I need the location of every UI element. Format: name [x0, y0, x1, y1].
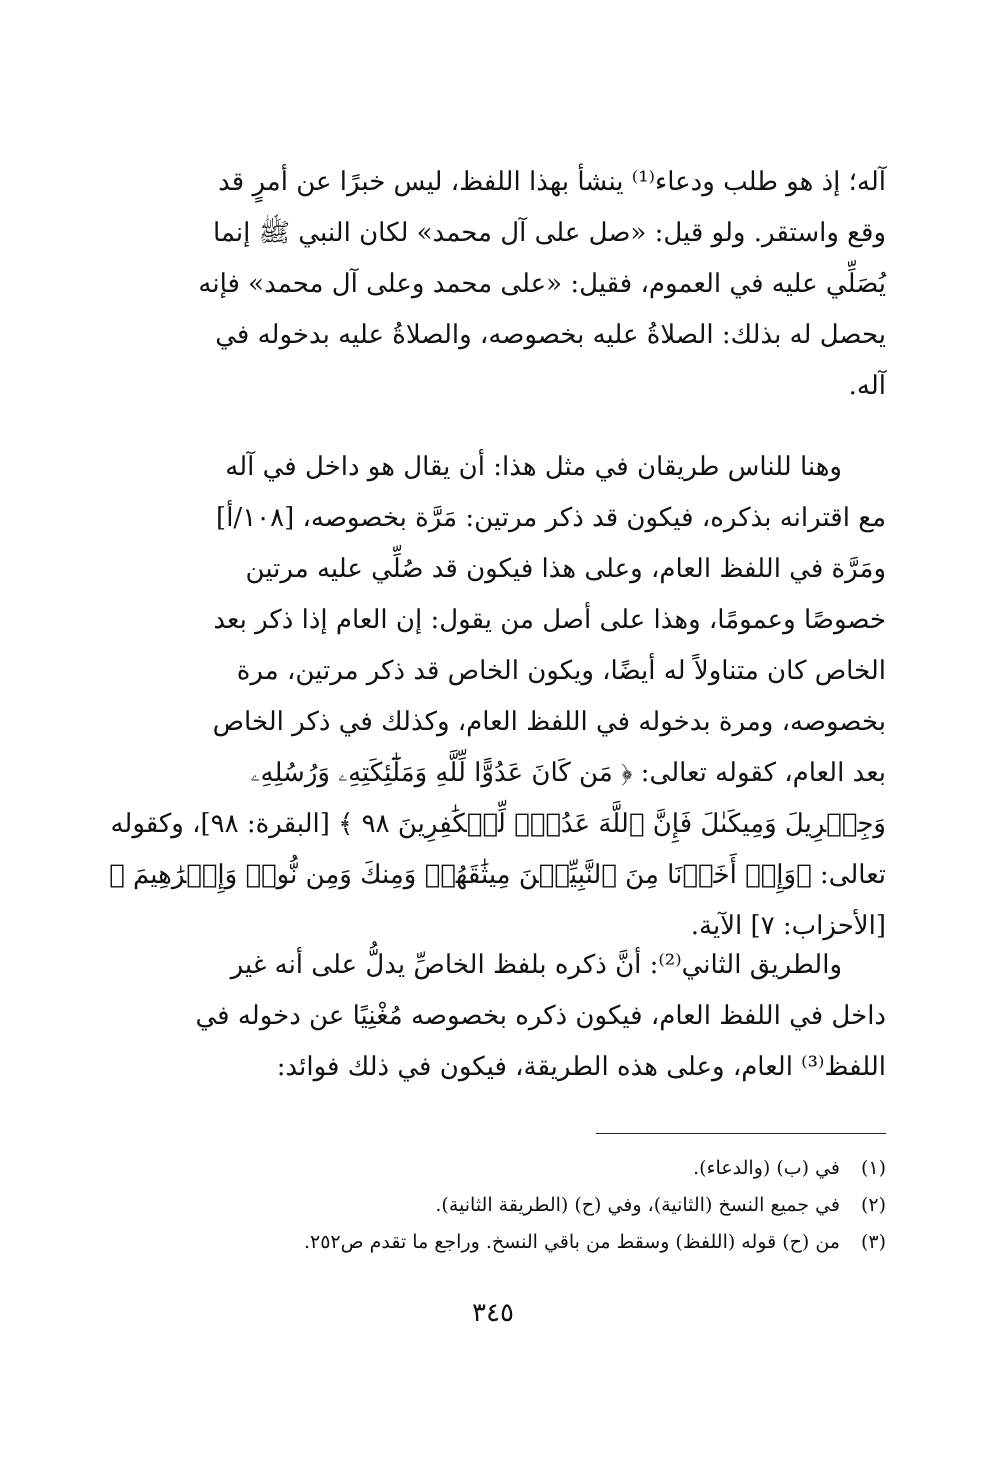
footnote-3: [124, 1224, 886, 1261]
paragraph-line: آله.: [848, 371, 886, 401]
paragraph-line: آله؛ إذ هو طلب ودعاء⁽¹⁾ ينشأ بهذا اللفظ، ليس خبرًا عن أمرٍ قد: [218, 167, 886, 197]
paragraph-line: وهنا للناس طريقان في مثل هذا: أن يقال هو داخل في آله: [225, 452, 842, 482]
paragraph-1: [124, 157, 886, 412]
paragraph-line: مع اقترانه بذكره، فيكون قد ذكر مرتين: مَرَّة بخصوصه، [١٠٨/أ]: [216, 503, 886, 533]
paragraph-line: وقع واستقر. ولو قيل: «صل على آل محمد» لكان النبي ﷺ إنما: [212, 218, 886, 248]
footnote-1: [124, 1150, 886, 1187]
paragraph-line: اللفظ⁽³⁾ العام، وعلى هذه الطريقة، فيكون في ذلك فوائد:: [276, 1052, 886, 1082]
footnote-number: (٣): [860, 1231, 886, 1253]
paragraph-line: الخاص كان متناولاً له أيضًا، ويكون الخاص قد ذكر مرتين، مرة: [236, 656, 886, 686]
paragraph-3: [124, 940, 886, 1093]
paragraph-line: يحصل له بذلك: الصلاةُ عليه بخصوصه، والصلاةُ عليه بدخوله في: [215, 320, 886, 350]
footnote-text: في (ب) (والدعاء).: [693, 1157, 840, 1179]
footnote-2: [124, 1187, 886, 1224]
paragraph-line: والطريق الثاني⁽²⁾: أنَّ ذكره بلفظ الخاصِّ يدلُّ على أنه غير: [230, 950, 842, 980]
quran-verse-line: بعد العام، كقوله تعالى: ﴿ مَن كَانَ عَدُوًّا لِّلَّهِ وَمَلَٰٓئِكَتِهِۦ وَرُسُلِهِۦ: [250, 758, 886, 788]
footnote-text: من (ح) قوله (اللفظ) وسقط من باقي النسخ. وراجع ما تقدم ص٢٥٢.: [303, 1231, 840, 1253]
footnotes: [124, 1150, 886, 1261]
paragraph-line: ومَرَّة في اللفظ العام، وعلى هذا فيكون قد صُلِّي عليه مرتين: [245, 554, 886, 584]
paragraph-line: بخصوصه، ومرة بدخوله في اللفظ العام، وكذلك في ذكر الخاص: [212, 707, 886, 737]
footnote-number: (١): [860, 1157, 886, 1179]
quran-verse-line: وَجِبۡرِيلَ وَمِيكَىٰلَ فَإِنَّ ٱللَّهَ عَدُوّٞ لِّلۡكَٰفِرِينَ ٩٨ ﴾ [البقرة: ٩٨]، وكقوله: [110, 809, 886, 839]
footnote-number: (٢): [860, 1194, 886, 1216]
footnote-text: في جميع النسخ (الثانية)، وفي (ح) (الطريقة الثانية).: [435, 1194, 840, 1216]
footnote-separator: [596, 1133, 886, 1134]
paragraph-line: خصوصًا وعمومًا، وهذا على أصل من يقول: إن العام إذا ذكر بعد: [213, 605, 886, 635]
quran-verse-line: تعالى: ﴿وَإِذۡ أَخَذۡنَا مِنَ ٱلنَّبِيِّـۧنَ مِيثَٰقَهُمۡ وَمِنكَ وَمِن نُّوحٖ وَإِبۡرَٰهِيمَ ﴾: [109, 860, 886, 890]
paragraph-2: [109, 442, 886, 952]
paragraph-line: يُصَلِّي عليه في العموم، فقيل: «على محمد وعلى آل محمد» فإنه: [198, 269, 886, 299]
paragraph-line: داخل في اللفظ العام، فيكون ذكره بخصوصه مُغْنِيًا عن دخوله في: [195, 1001, 886, 1031]
verse-reference-line: [الأحزاب: ٧] الآية.: [690, 911, 886, 941]
page-number: ٣٤٥: [472, 1298, 514, 1328]
